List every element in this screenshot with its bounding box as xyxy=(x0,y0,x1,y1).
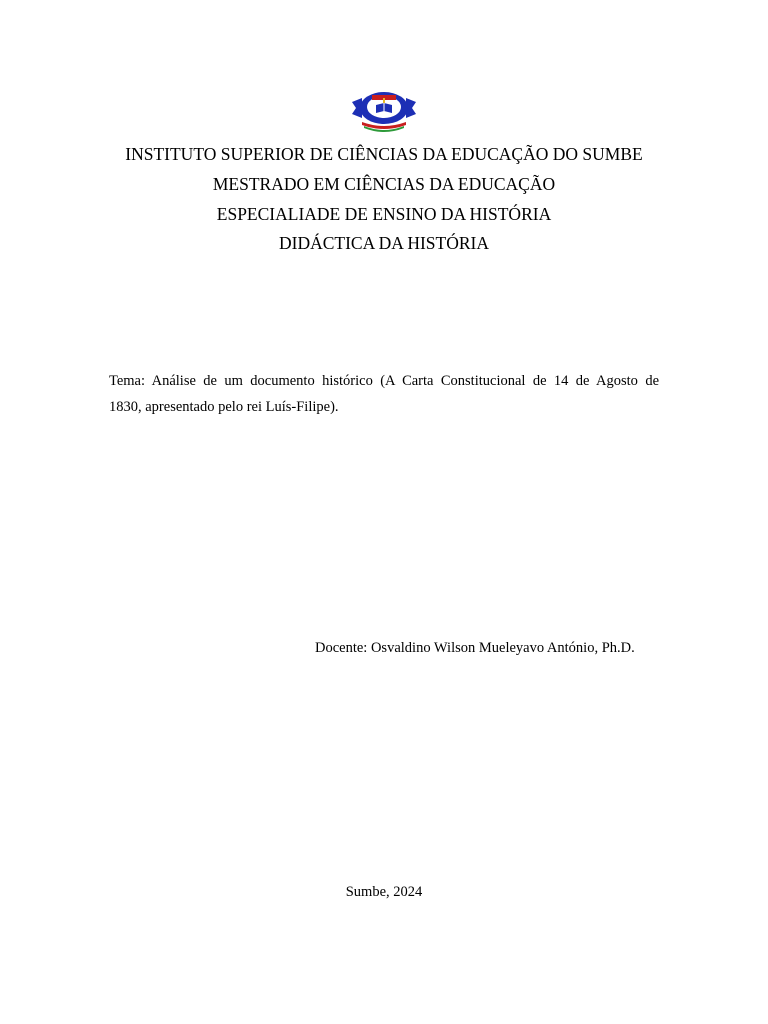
theme-paragraph xyxy=(109,368,659,420)
program-name: MESTRADO EM CIÊNCIAS DA EDUCAÇÃO xyxy=(212,174,556,194)
theme-line-1: Tema: Análise de um documento histórico (A Carta Constitucional de 14 de Agosto de xyxy=(109,373,659,389)
institution-name: INSTITUTO SUPERIOR DE CIÊNCIAS DA EDUCAÇÃO DO SUMBE xyxy=(125,144,643,164)
course-name: DIDÁCTICA DA HISTÓRIA xyxy=(279,233,489,253)
institution-seal-icon xyxy=(350,88,418,134)
teacher-line: Docente: Osvaldino Wilson Mueleyavo António, Ph.D. xyxy=(315,640,635,656)
theme-line-2: 1830, apresentado pelo rei Luís-Filipe). xyxy=(109,399,339,415)
specialty-name: ESPECIALIADE DE ENSINO DA HISTÓRIA xyxy=(216,204,552,224)
place-date: Sumbe, 2024 xyxy=(345,884,423,900)
